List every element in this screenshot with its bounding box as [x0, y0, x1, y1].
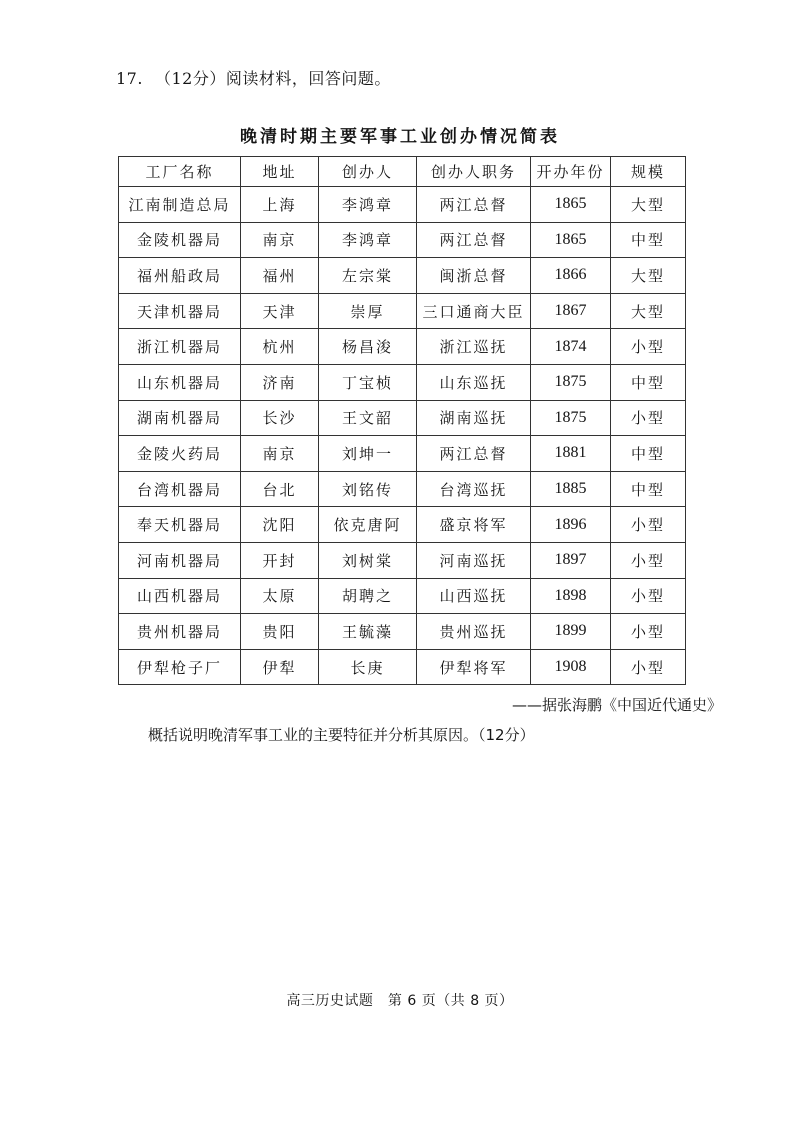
- question-task: 概括说明晚清军事工业的主要特征并分析其原因。（12分）: [148, 726, 535, 744]
- cell-founder-title: 贵州巡抚: [417, 614, 531, 650]
- table-row: [119, 471, 686, 507]
- cell-location: 济南: [241, 364, 319, 400]
- cell-founder-title: 河南巡抚: [417, 542, 531, 578]
- cell-location: 杭州: [241, 329, 319, 365]
- cell-year: 1896: [531, 507, 611, 543]
- cell-factory-name: 河南机器局: [119, 542, 241, 578]
- header-scale: 规模: [611, 157, 686, 187]
- cell-year: 1898: [531, 578, 611, 614]
- cell-founder-title: 两江总督: [417, 436, 531, 472]
- cell-scale: 小型: [611, 400, 686, 436]
- cell-year: 1865: [531, 222, 611, 258]
- table-row: [119, 614, 686, 650]
- cell-location: 伊犁: [241, 649, 319, 685]
- cell-scale: 小型: [611, 507, 686, 543]
- header-founder: 创办人: [319, 157, 417, 187]
- cell-scale: 大型: [611, 293, 686, 329]
- cell-founder: 长庚: [319, 649, 417, 685]
- cell-scale: 大型: [611, 187, 686, 223]
- cell-year: 1875: [531, 400, 611, 436]
- cell-year: 1875: [531, 364, 611, 400]
- cell-location: 天津: [241, 293, 319, 329]
- cell-founder-title: 湖南巡抚: [417, 400, 531, 436]
- cell-year: 1874: [531, 329, 611, 365]
- table-body: [119, 187, 686, 685]
- cell-location: 台北: [241, 471, 319, 507]
- header-year: 开办年份: [531, 157, 611, 187]
- cell-factory-name: 湖南机器局: [119, 400, 241, 436]
- cell-founder: 刘铭传: [319, 471, 417, 507]
- cell-scale: 中型: [611, 222, 686, 258]
- table-row: [119, 293, 686, 329]
- cell-factory-name: 伊犁枪子厂: [119, 649, 241, 685]
- cell-factory-name: 奉天机器局: [119, 507, 241, 543]
- cell-founder-title: 两江总督: [417, 222, 531, 258]
- cell-year: 1867: [531, 293, 611, 329]
- table-header-row: [119, 157, 686, 187]
- cell-scale: 小型: [611, 614, 686, 650]
- question-header: [116, 66, 391, 89]
- cell-factory-name: 金陵机器局: [119, 222, 241, 258]
- cell-founder-title: 浙江巡抚: [417, 329, 531, 365]
- cell-year: 1885: [531, 471, 611, 507]
- table-row: [119, 187, 686, 223]
- cell-founder-title: 伊犁将军: [417, 649, 531, 685]
- cell-location: 贵阳: [241, 614, 319, 650]
- cell-factory-name: 江南制造总局: [119, 187, 241, 223]
- cell-founder-title: 山西巡抚: [417, 578, 531, 614]
- cell-location: 开封: [241, 542, 319, 578]
- cell-location: 福州: [241, 258, 319, 294]
- cell-factory-name: 浙江机器局: [119, 329, 241, 365]
- cell-founder: 王毓藻: [319, 614, 417, 650]
- cell-year: 1908: [531, 649, 611, 685]
- cell-founder-title: 闽浙总督: [417, 258, 531, 294]
- cell-scale: 中型: [611, 436, 686, 472]
- table-row: [119, 258, 686, 294]
- page-footer: 高三历史试题 第 6 页（共 8 页）: [286, 993, 514, 1009]
- cell-scale: 小型: [611, 649, 686, 685]
- cell-factory-name: 福州船政局: [119, 258, 241, 294]
- cell-factory-name: 金陵火药局: [119, 436, 241, 472]
- cell-scale: 中型: [611, 471, 686, 507]
- table-row: [119, 649, 686, 685]
- question-number: 17.: [116, 69, 143, 88]
- question-prompt: （12分）阅读材料，回答问题。: [154, 69, 391, 88]
- cell-year: 1866: [531, 258, 611, 294]
- cell-year: 1899: [531, 614, 611, 650]
- cell-factory-name: 台湾机器局: [119, 471, 241, 507]
- cell-founder-title: 盛京将军: [417, 507, 531, 543]
- cell-location: 太原: [241, 578, 319, 614]
- cell-location: 上海: [241, 187, 319, 223]
- cell-founder: 胡聘之: [319, 578, 417, 614]
- cell-founder: 李鸿章: [319, 222, 417, 258]
- cell-scale: 大型: [611, 258, 686, 294]
- header-factory-name: 工厂名称: [119, 157, 241, 187]
- cell-founder: 李鸿章: [319, 187, 417, 223]
- cell-scale: 小型: [611, 329, 686, 365]
- cell-scale: 小型: [611, 542, 686, 578]
- cell-factory-name: 天津机器局: [119, 293, 241, 329]
- header-founder-title: 创办人职务: [417, 157, 531, 187]
- cell-location: 南京: [241, 222, 319, 258]
- cell-scale: 小型: [611, 578, 686, 614]
- cell-location: 沈阳: [241, 507, 319, 543]
- cell-founder: 丁宝桢: [319, 364, 417, 400]
- cell-factory-name: 山东机器局: [119, 364, 241, 400]
- cell-founder-title: 三口通商大臣: [417, 293, 531, 329]
- cell-founder: 刘树棠: [319, 542, 417, 578]
- cell-founder-title: 两江总督: [417, 187, 531, 223]
- cell-founder: 王文韶: [319, 400, 417, 436]
- table-row: [119, 542, 686, 578]
- cell-founder: 依克唐阿: [319, 507, 417, 543]
- cell-founder-title: 山东巡抚: [417, 364, 531, 400]
- cell-year: 1881: [531, 436, 611, 472]
- cell-founder: 左宗棠: [319, 258, 417, 294]
- cell-founder: 崇厚: [319, 293, 417, 329]
- table-row: [119, 578, 686, 614]
- cell-founder-title: 台湾巡抚: [417, 471, 531, 507]
- table-row: [119, 329, 686, 365]
- cell-founder: 刘坤一: [319, 436, 417, 472]
- cell-scale: 中型: [611, 364, 686, 400]
- cell-year: 1897: [531, 542, 611, 578]
- table-row: [119, 507, 686, 543]
- source-citation: ——据张海鹏《中国近代通史》: [511, 696, 722, 714]
- cell-factory-name: 山西机器局: [119, 578, 241, 614]
- table-row: [119, 400, 686, 436]
- cell-founder: 杨昌浚: [319, 329, 417, 365]
- table-row: [119, 222, 686, 258]
- military-industry-table: [118, 156, 686, 685]
- table-title: 晚清时期主要军事工业创办情况简表: [240, 127, 560, 147]
- table-row: [119, 364, 686, 400]
- table-row: [119, 436, 686, 472]
- cell-factory-name: 贵州机器局: [119, 614, 241, 650]
- cell-location: 长沙: [241, 400, 319, 436]
- cell-year: 1865: [531, 187, 611, 223]
- cell-location: 南京: [241, 436, 319, 472]
- header-location: 地址: [241, 157, 319, 187]
